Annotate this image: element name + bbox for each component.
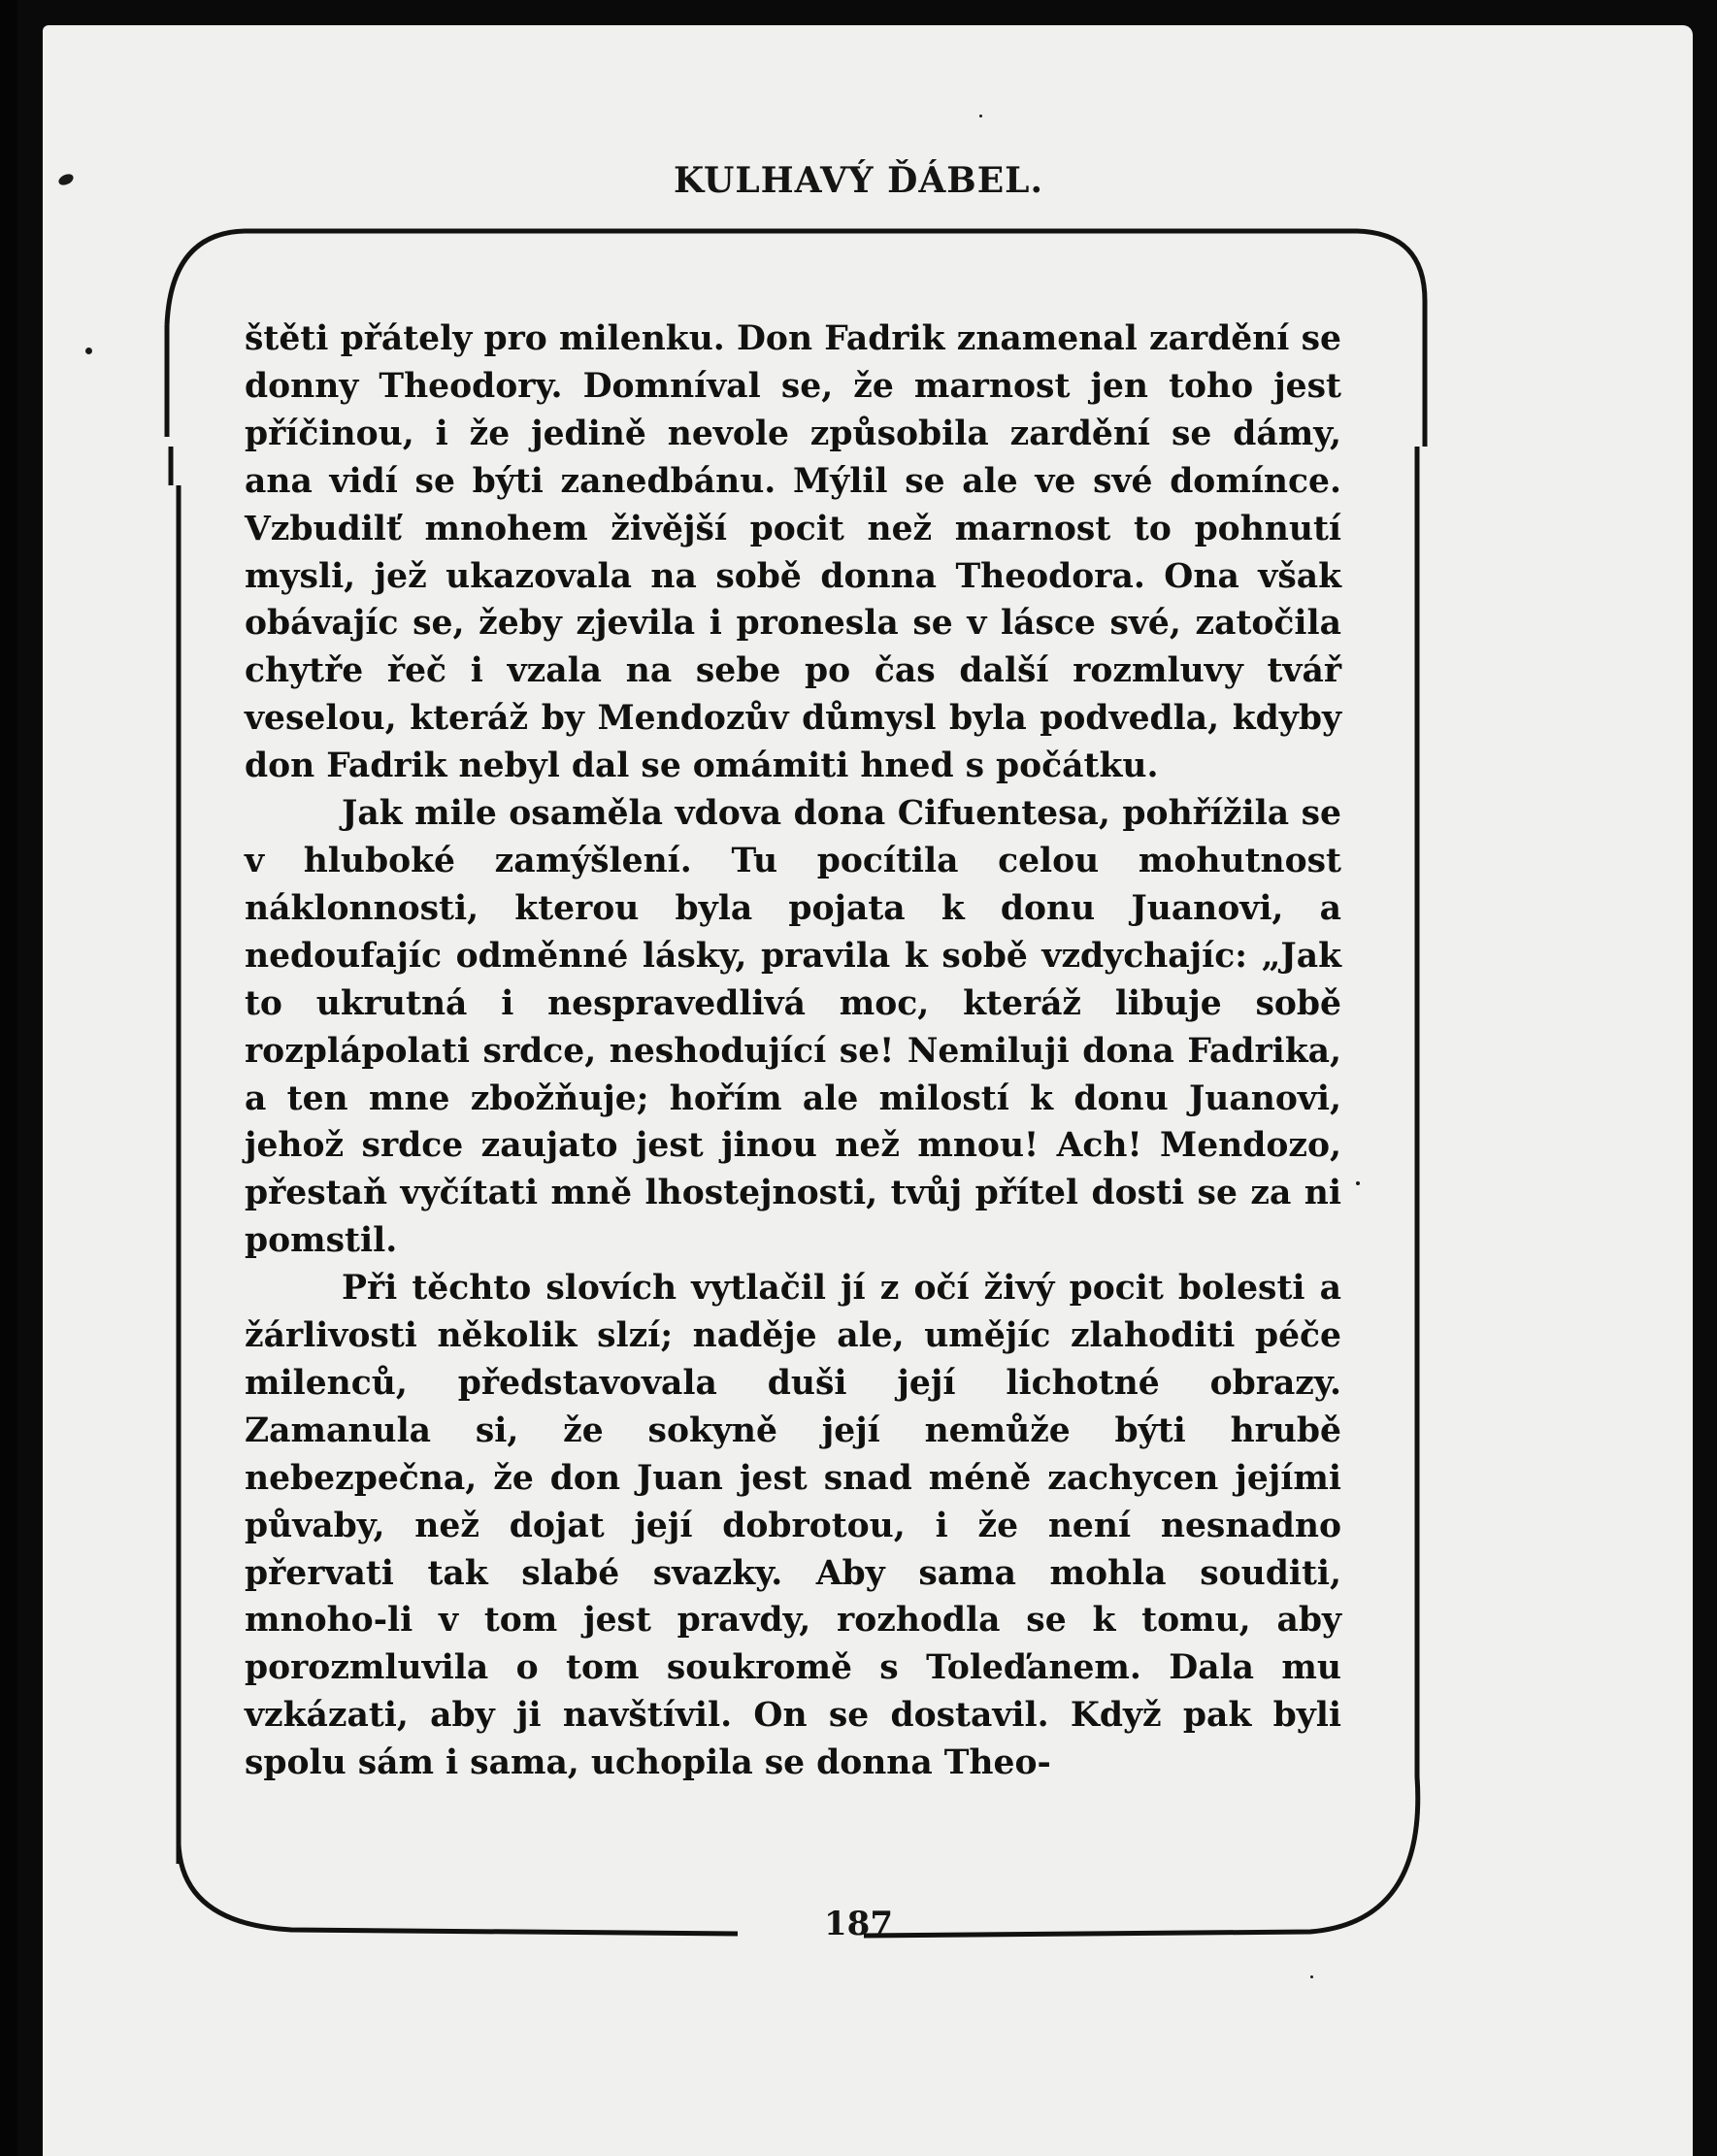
paragraph: Při těchto slovích vytlačil jí z očí živý pocit bolesti a žárlivosti několik slzí; naděje ale, umějíc zlahoditi péče milenců, představovala duši její lichotné obrazy. Zamanula si, že sokyně její nemůže býti hrubě nebezpečna, že don Juan jest snad méně zachycen jejími půvaby, než dojat její dobrotou, i že není nesnadno přervati tak slabé svazky. Aby sama mohla souditi, mnoho-li v tom jest pravdy, rozhodla se k tomu, aby porozmluvila o tom soukromě s Toleďanem. Dala mu vzkázati, aby ji navštívil. On se dostavil. Když pak byli spolu sám i sama, uchopila se donna Theo- — [245, 1269, 1341, 1783]
paragraph: Jak mile osaměla vdova dona Cifuentesa, pohřížila se v hluboké zamýšlení. Tu pocítila celou mohutnost náklonnosti, kterou byla pojata k donu Juanovi, a nedoufajíc odměnné lásky, pravila k sobě vzdychajíc: „Jak to ukrutná i nespravedlivá moc, kteráž libuje sobě rozplápolati srdce, neshodující se! Nemiluji dona Fadrika, a ten mne zbožňuje; hořím ale milostí k donu Juanovi, jehož srdce zaujato jest jinou než mnou! Ach! Mendozo, přestaň vyčítati mně lhostejnosti, tvůj přítel dosti se za ni pomstil. — [245, 794, 1341, 1261]
running-title: KULHAVÝ ĎÁBEL. — [673, 160, 1044, 201]
paragraph: štěti přátely pro milenku. Don Fadrik znamenal zardění se donny Theodory. Domníval se, že marnost jen toho jest příčinou, i že jedině nevole způsobila zardění se dámy, ana vidí se býti zanedbánu. Mýlil se ale ve své domínce. Vzbudilť mnohem živější pocit než marnost to pohnutí mysli, jež ukazovala na sobě donna Theodora. Ona však obávajíc se, žeby zjevila i pronesla se v lásce své, zatočila chytře řeč i vzala na sebe po čas další rozmluvy tvář veselou, kteráž by Mendozův důmysl byla podvedla, kdyby don Fadrik nebyl dal se omámiti hned s počátku. — [245, 319, 1341, 786]
page-number: 187 — [824, 1905, 893, 1943]
frame-left-rule — [167, 325, 179, 1864]
body-text — [245, 315, 1341, 1787]
